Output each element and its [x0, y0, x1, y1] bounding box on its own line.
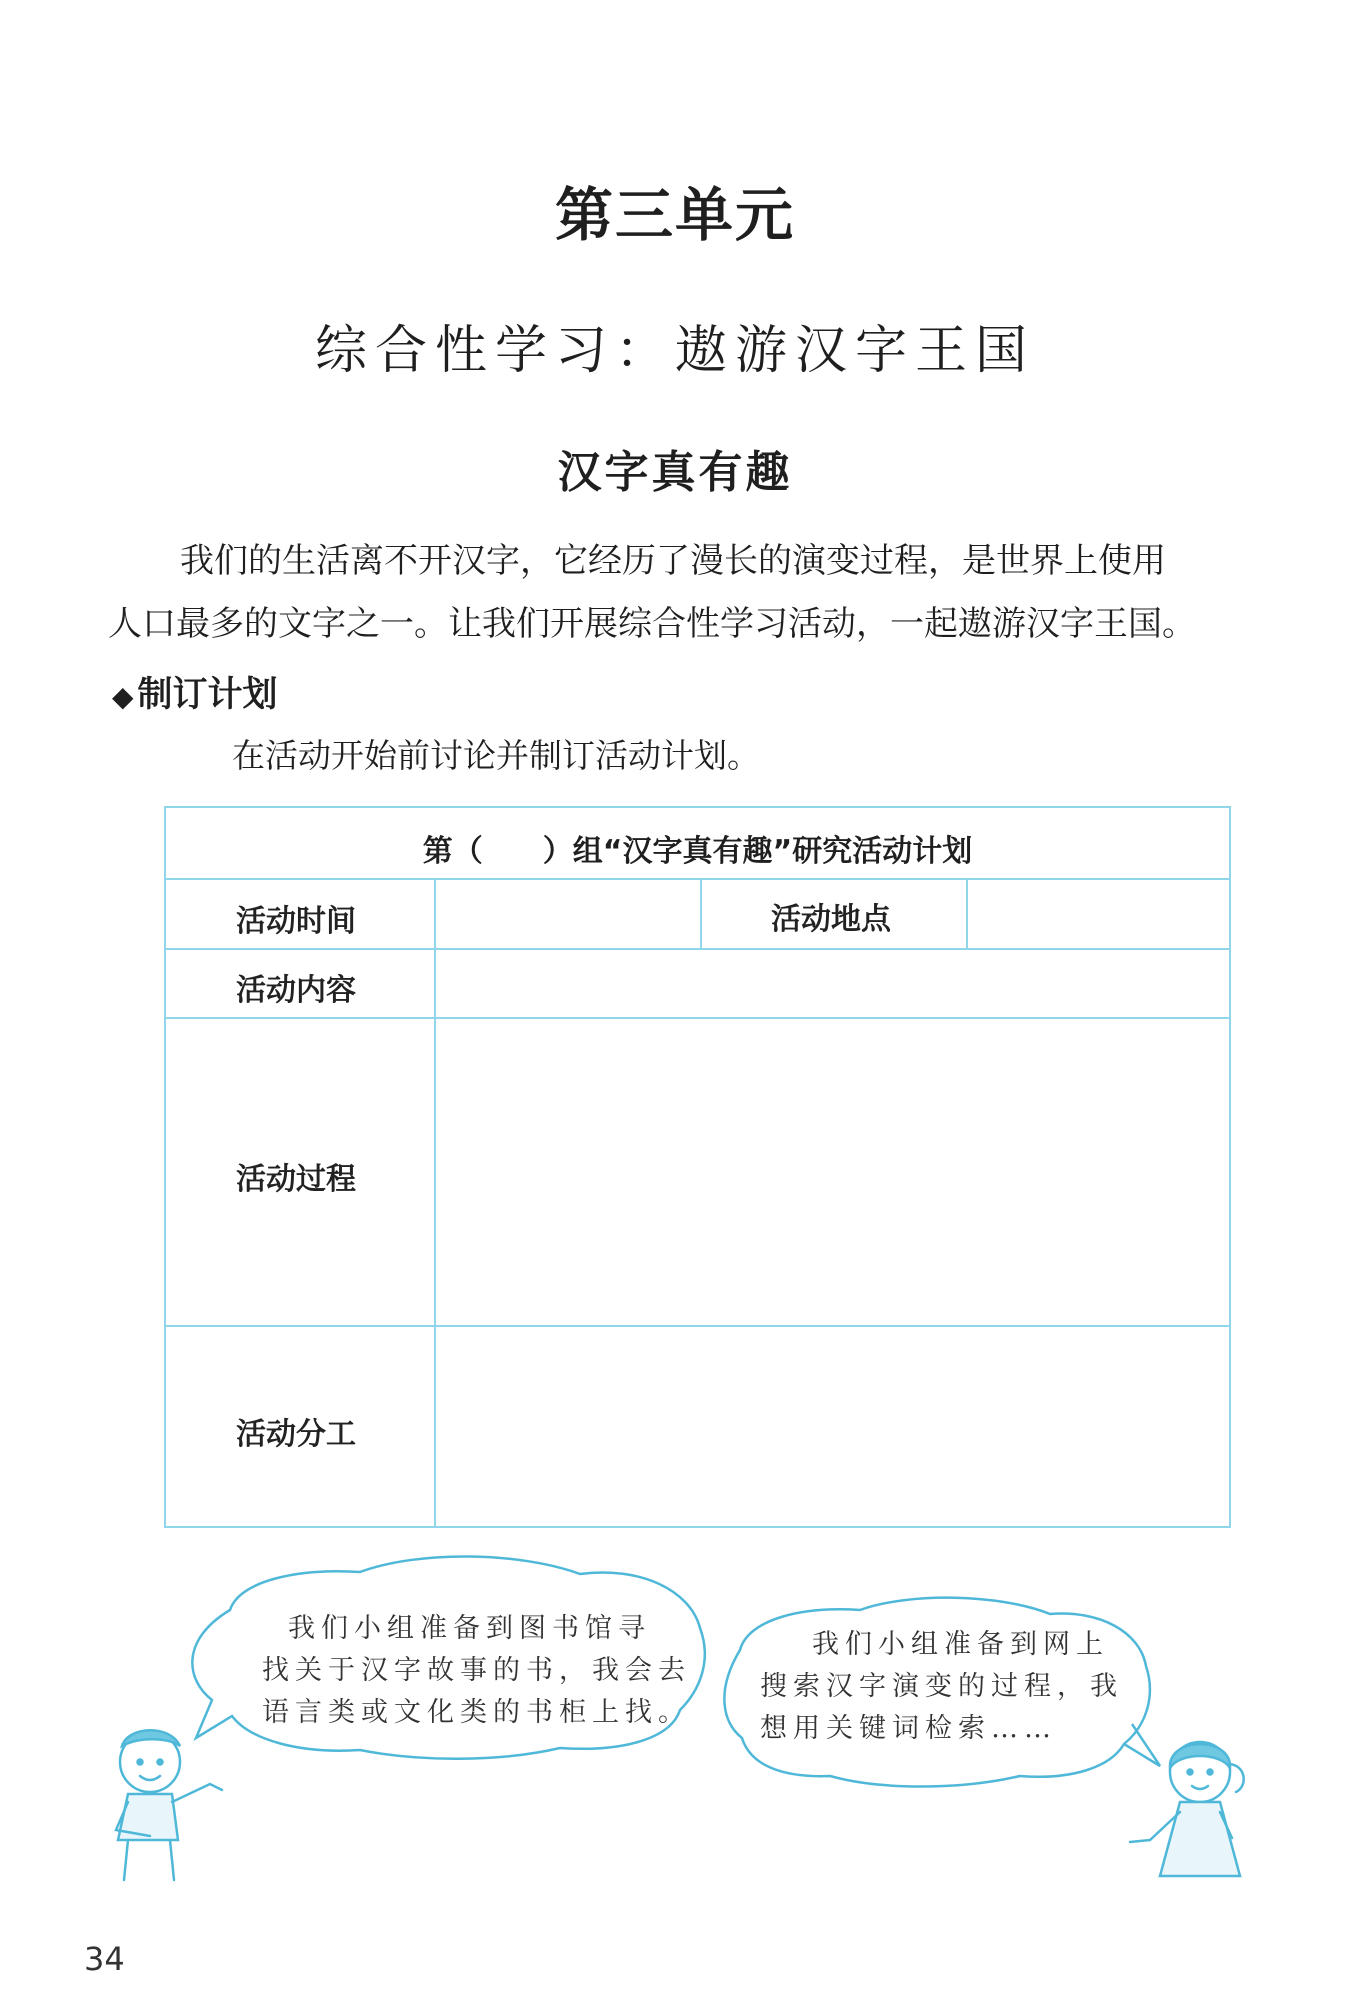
sub-title: 汉字真有趣	[557, 447, 793, 498]
intro-paragraph	[108, 530, 1238, 656]
label-activity-time: 活动时间	[236, 904, 356, 939]
instruction-text: 在活动开始前讨论并制订活动计划。	[232, 736, 760, 775]
boy-speech-text	[262, 1608, 691, 1734]
section-heading-text: 制订计划	[137, 675, 278, 715]
table-caption: 第（ ）组“汉字真有趣”研究活动计划	[422, 834, 973, 869]
unit-title: 第三单元	[554, 181, 795, 249]
page-number: 34	[84, 1940, 125, 1978]
boy-figure	[116, 1730, 222, 1880]
table-divider	[166, 1325, 1229, 1327]
table-divider	[166, 948, 1229, 950]
girl-speech-text	[760, 1624, 1123, 1750]
boy-speech-line-2: 找关于汉字故事的书，我会去	[262, 1655, 691, 1686]
table-divider	[966, 878, 968, 948]
label-activity-process: 活动过程	[236, 1162, 356, 1197]
boy-speech-line-3: 语言类或文化类的书柜上找。	[262, 1697, 691, 1728]
label-activity-content: 活动内容	[236, 973, 356, 1008]
girl-speech-line-1: 我们小组准备到网上	[812, 1629, 1109, 1660]
section-heading	[112, 667, 278, 717]
diamond-bullet-icon: ◆	[112, 680, 134, 713]
table-divider	[166, 1017, 1229, 1019]
girl-speech-line-3: 想用关键词检索……	[760, 1713, 1057, 1744]
table-divider	[700, 878, 702, 948]
girl-speech-line-2: 搜索汉字演变的过程，我	[760, 1671, 1123, 1702]
boy-speech-line-1: 我们小组准备到图书馆寻	[288, 1613, 651, 1644]
table-divider	[434, 878, 436, 1528]
table-divider	[166, 878, 1229, 880]
activity-plan-table	[164, 806, 1231, 1528]
intro-line-1: 我们的生活离不开汉字，它经历了漫长的演变过程，是世界上使用	[180, 541, 1166, 581]
main-title: 综合性学习：遨游汉字王国	[314, 321, 1035, 381]
label-activity-place: 活动地点	[771, 902, 891, 937]
girl-figure	[1130, 1742, 1244, 1876]
intro-line-2: 人口最多的文字之一。让我们开展综合性学习活动，一起遨游汉字王国。	[108, 604, 1196, 644]
label-activity-division: 活动分工	[236, 1417, 356, 1452]
